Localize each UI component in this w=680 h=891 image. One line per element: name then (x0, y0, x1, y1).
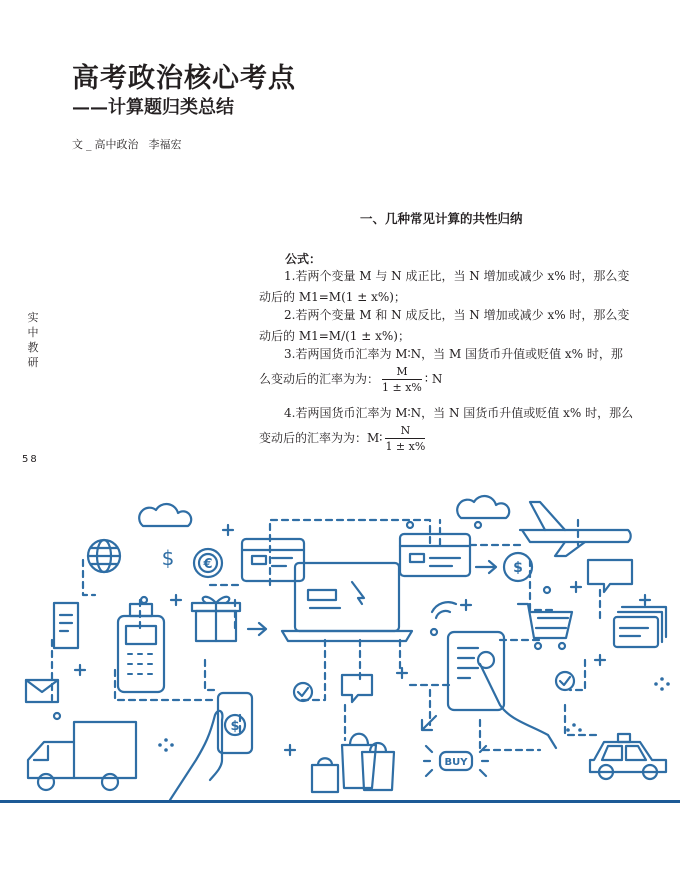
side-char: 实 (27, 311, 39, 324)
plus-icon (571, 582, 581, 592)
car-icon (590, 734, 666, 779)
byline-separator: _ (86, 138, 92, 151)
fraction (382, 365, 422, 394)
euro-symbol: € (203, 557, 213, 572)
chat-bubble-icon (342, 675, 372, 702)
plus-icon (640, 595, 650, 605)
side-char: 研 (27, 356, 39, 369)
fraction-denominator: 1 ± x% (385, 440, 426, 453)
formula-item-3 (259, 344, 634, 394)
hand-icon (170, 711, 222, 800)
formula-suffix: ∶ N (424, 372, 443, 386)
receipt-icon (54, 603, 78, 648)
check-icon (556, 672, 574, 690)
journal-name-vertical (27, 310, 39, 370)
side-char: 教 (27, 341, 39, 354)
chat-bubble-icon (588, 560, 632, 592)
ecommerce-illustration (0, 488, 680, 891)
byline-org: 高中政治 (94, 138, 139, 151)
fraction-numerator: M (382, 365, 422, 380)
dollar-symbol: $ (230, 719, 240, 734)
plus-icon (461, 600, 471, 610)
page-number: 58 (22, 454, 39, 465)
credit-card-icon (400, 534, 470, 576)
laptop-icon (282, 563, 412, 641)
envelope-icon (26, 680, 58, 702)
shopping-bags-icon (312, 734, 394, 792)
plus-icon (171, 595, 181, 605)
formula-item-2 (259, 305, 634, 347)
dollar-symbol: $ (513, 560, 523, 576)
arrow-right-icon (476, 561, 496, 573)
cloud-icon (139, 504, 191, 526)
formula-item-1 (259, 266, 634, 308)
formula-text: 1.若两个变量 M 与 N 成正比，当 N 增加或减少 x% 时，那么变动后的 M1=M(1 ± x%)； (259, 269, 630, 304)
cloud-icon (457, 496, 509, 518)
fraction (385, 424, 425, 453)
arrow-right-icon (248, 623, 266, 635)
formula-text: 4.若两国货币汇率为 M∶N，当 N 国货币升值或贬值 x% 时，那么变动后的汇率为为： (259, 406, 634, 445)
plus-icon (397, 668, 407, 678)
fraction-denominator: 1 ± x% (382, 381, 422, 394)
side-char: 中 (27, 326, 39, 339)
fraction-numerator: N (385, 424, 425, 439)
cards-stack-icon (614, 607, 666, 647)
dashed-connectors (52, 520, 600, 750)
byline-prefix: 文 (72, 138, 83, 151)
formula-prefix: M∶ (367, 431, 383, 445)
plus-icon (223, 525, 233, 535)
section-heading: 一、几种常见计算的共性归纳 (360, 211, 523, 226)
buy-label: BUY (444, 757, 468, 768)
article-title: 高考政治核心考点 (72, 63, 296, 94)
byline-author: 李福宏 (148, 138, 182, 151)
formula-text: 3.若两国货币汇率为 M∶N，当 M 国货币升值或贬值 x% 时，那么变动后的汇率为为： (259, 347, 623, 386)
formula-label: 公式： (285, 252, 322, 266)
hand-icon (480, 664, 556, 748)
plus-icon (75, 665, 85, 675)
truck-icon (28, 722, 136, 790)
dollar-symbol: $ (161, 546, 175, 570)
check-icon (294, 683, 312, 701)
globe-icon (88, 540, 120, 572)
wifi-icon (432, 602, 456, 618)
article-subtitle: ——计算题归类总结 (72, 97, 234, 118)
byline (72, 136, 182, 152)
plus-icon (595, 655, 605, 665)
airplane-icon (520, 502, 631, 556)
illustration-baseline (0, 800, 680, 803)
formula-item-4 (259, 403, 634, 453)
shopping-cart-icon (518, 604, 572, 649)
plus-icon (285, 745, 295, 755)
formula-text: 2.若两个变量 M 和 N 成反比，当 N 增加或减少 x% 时，那么变动后的 M1=M/(1 ± x%)； (259, 308, 630, 343)
gift-box-icon (192, 597, 240, 641)
